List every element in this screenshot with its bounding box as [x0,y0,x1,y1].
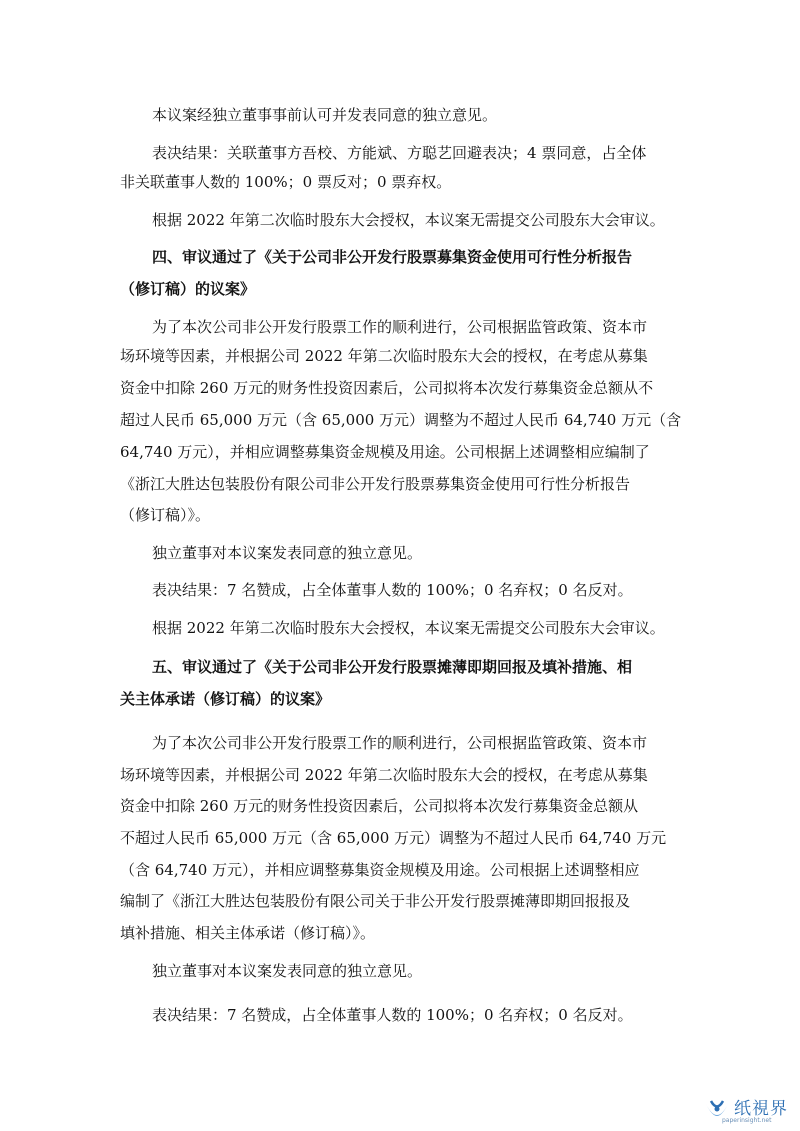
paragraph-line: 独立董事对本议案发表同意的独立意见。 [152,544,423,562]
paragraph-line: 根据 2022 年第二次临时股东大会授权，本议案无需提交公司股东大会审议。 [152,211,665,229]
paragraph-line: 场环境等因素，并根据公司 2022 年第二次临时股东大会的授权，在考虑从募集 [120,347,648,365]
paragraph-line: 独立董事对本议案发表同意的独立意见。 [152,962,423,980]
paragraph-line: 64,740 万元），并相应调整募集资金规模及用途。公司根据上述调整相应编制了 [120,443,650,461]
paragraph-line: （修订稿）》。 [120,506,211,524]
section-heading: 五、审议通过了《关于公司非公开发行股票摊薄即期回报及填补措施、相 [152,658,633,676]
paragraph-line: 填补措施、相关主体承诺（修订稿）》。 [120,924,376,942]
paragraph-line: 场环境等因素，并根据公司 2022 年第二次临时股东大会的授权，在考虑从募集 [120,766,648,784]
paragraph-line: 表决结果：7 名赞成，占全体董事人数的 100%；0 名弃权；0 名反对。 [152,581,633,599]
paragraph-line: 不超过人民币 65,000 万元（含 65,000 万元）调整为不超过人民币 64,740 万元 [120,829,667,847]
section-heading: 四、审议通过了《关于公司非公开发行股票募集资金使用可行性分析报告 [152,248,633,266]
paragraph-line: 表决结果：7 名赞成，占全体董事人数的 100%；0 名弃权；0 名反对。 [152,1006,633,1024]
section-heading: 关主体承诺（修订稿）的议案》 [120,690,331,708]
paragraph-line: 本议案经独立董事事前认可并发表同意的独立意见。 [152,106,498,124]
paragraph-line: （含 64,740 万元），并相应调整募集资金规模及用途。公司根据上述调整相应 [120,861,640,879]
watermark-text: 纸視界 [734,1099,788,1119]
paragraph-line: 资金中扣除 260 万元的财务性投资因素后，公司拟将本次发行募集资金总额从 [120,797,639,815]
watermark-logo [700,1092,796,1128]
paragraph-line: 资金中扣除 260 万元的财务性投资因素后，公司拟将本次发行募集资金总额从不 [120,379,654,397]
paragraph-line: 表决结果：关联董事方吾校、方能斌、方聪艺回避表决；4 票同意，占全体 [152,144,647,162]
paragraph-line: 编制了《浙江大胜达包装股份有限公司关于非公开发行股票摊薄即期回报报及 [120,892,631,910]
paragraph-line: 超过人民币 65,000 万元（含 65,000 万元）调整为不超过人民币 64,740 万元（含 [120,411,682,429]
paragraph-line: 为了本次公司非公开发行股票工作的顺利进行，公司根据监管政策、资本市 [152,318,648,336]
paragraph-line: 非关联董事人数的 100%；0 票反对；0 票弃权。 [120,173,452,191]
watermark-url: paperinsight.net [722,1117,772,1124]
paragraph-line: 《浙江大胜达包装股份有限公司非公开发行股票募集资金使用可行性分析报告 [120,475,631,493]
paragraph-line: 根据 2022 年第二次临时股东大会授权，本议案无需提交公司股东大会审议。 [152,619,665,637]
paragraph-line: 为了本次公司非公开发行股票工作的顺利进行，公司根据监管政策、资本市 [152,734,648,752]
section-heading: （修订稿）的议案》 [120,280,256,298]
